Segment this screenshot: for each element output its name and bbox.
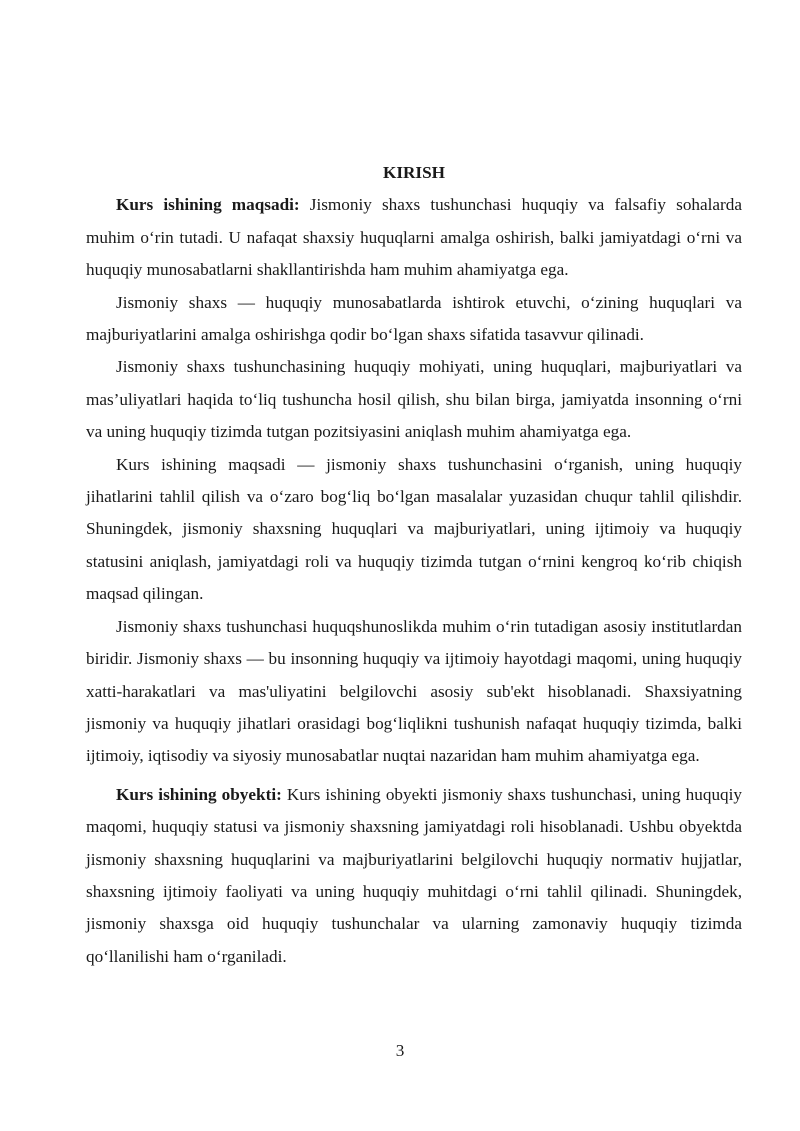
- paragraph-text: Kurs ishining obyekti jismoniy shaxs tushunchasi, uning huquqiy maqomi, huquqiy statusi va jismoniy shaxsning jamiyatdagi roli hisoblanadi. Ushbu obyektda jismoniy shaxsning huquqlarini va majburiyatlarini belgilovchi huquqiy normativ hujjatlar, shaxsning ijtimoiy faoliyati va uning huquqiy muhitdagi o‘rni tahlil qilinadi. Shuningdek, jismoniy shaxsga oid huquqiy tushunchalar va ularning zamonaviy huquqiy tizimda qo‘llanilishi ham o‘rganiladi.: [86, 784, 742, 966]
- paragraph: [86, 287, 742, 352]
- paragraph-lead: Kurs ishining maqsadi:: [116, 195, 300, 215]
- section-heading: KIRISH: [382, 163, 446, 182]
- paragraph-lead: Kurs ishining obyekti:: [116, 784, 282, 804]
- paragraph-text: Jismoniy shaxs tushunchasining huquqiy mohiyati, uning huquqlari, majburiyatlari va mas’uliyatlari haqida to‘liq tushuncha hosil qilish, shu bilan birga, jamiyatda insonning o‘rni va uning huquqiy tizimda tutgan pozitsiyasini aniqlash muhim ahamiyatga ega.: [86, 357, 742, 442]
- paragraph: [86, 611, 742, 773]
- paragraph-object: [86, 779, 742, 973]
- page-content: [86, 157, 742, 973]
- paragraph-text: Kurs ishining maqsadi — jismoniy shaxs tushunchasini o‘rganish, uning huquqiy jihatlarini tahlil qilish va o‘zaro bog‘liq bo‘lgan masalalar yuzasidan chuqur tahlil qilishdir. Shuningdek, jismoniy shaxsning huquqlari va majburiyatlari, uning ijtimoiy va huquqiy statusini aniqlash, jamiyatdagi roli va huquqiy tizimda tutgan o‘rnini kengroq ko‘rib chiqish maqsad qilingan.: [86, 454, 742, 604]
- paragraph-goal: [86, 189, 742, 286]
- paragraph-text: Jismoniy shaxs tushunchasi huquqiy va falsafiy sohalarda muhim o‘rin tutadi. U nafaqat shaxsiy huquqlarni amalga oshirish, balki jamiyatdagi o‘rni va huquqiy munosabatlarni shakllantirishda ham muhim ahamiyatga ega.: [86, 195, 742, 280]
- paragraph-text: Jismoniy shaxs — huquqiy munosabatlarda ishtirok etuvchi, o‘zining huquqlari va majburiyatlarini amalga oshirishga qodir bo‘lgan shaxs sifatida tasavvur qilinadi.: [86, 292, 742, 345]
- paragraph: [86, 351, 742, 448]
- paragraph-text: Jismoniy shaxs tushunchasi huquqshunoslikda muhim o‘rin tutadigan asosiy institutlardan biridir. Jismoniy shaxs — bu insonning huquqiy va ijtimoiy hayotdagi maqomi, uning huquqiy xatti-harakatlari va mas'uliyatini belgilovchi asosiy sub'ekt hisoblanadi. Shaxsiyatning jismoniy va huquqiy jihatlari orasidagi bog‘liqlikni tushunish nafaqat huquqiy tizimda, balki ijtimoiy, iqtisodiy va siyosiy munosabatlar nuqtai nazaridan ham muhim ahamiyatga ega.: [86, 616, 742, 766]
- page-number: 3: [395, 1041, 405, 1060]
- paragraph: [86, 449, 742, 611]
